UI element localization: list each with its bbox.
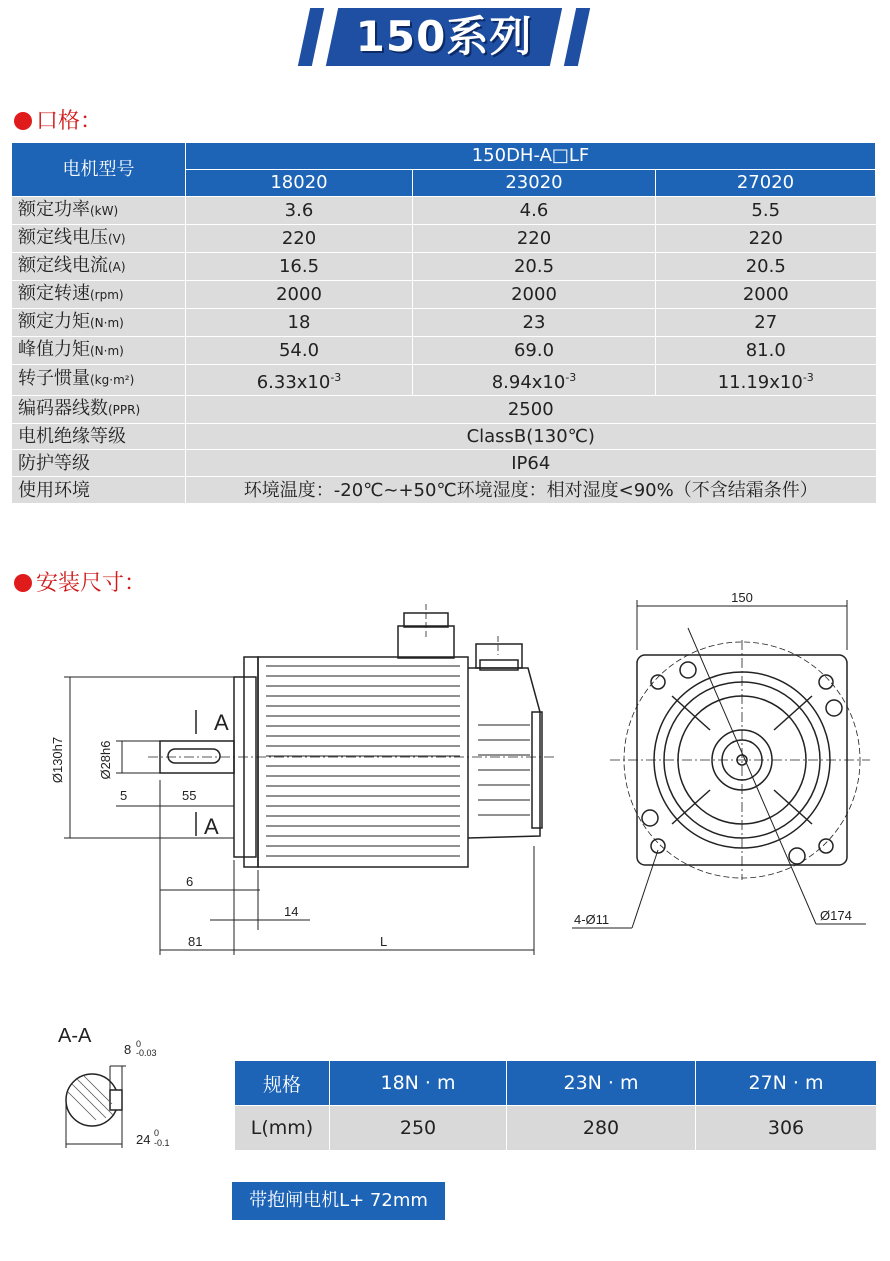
spec-row — [12, 280, 876, 308]
dimension-value-cell: L(mm) — [235, 1106, 330, 1151]
spec-row — [12, 252, 876, 280]
spec-row-label — [12, 336, 186, 364]
spec-unit: (kg·m²) — [90, 373, 135, 388]
spec-row — [12, 395, 876, 423]
spec-merged-cell: 2500 — [186, 395, 876, 423]
spec-cell: 220 — [186, 224, 413, 252]
title-banner — [298, 8, 590, 66]
spec-cell: 81.0 — [656, 336, 876, 364]
spec-row-label — [12, 308, 186, 336]
spec-unit: (N·m) — [90, 315, 124, 330]
spec-header-row — [12, 143, 876, 169]
install-section-label: 安装尺寸： — [36, 571, 147, 596]
spec-table — [12, 143, 876, 504]
spec-cell: 5.5 — [656, 196, 876, 224]
inertia-value: 8.94x10 — [491, 371, 566, 393]
dimension-header-cell: 23N · m — [507, 1061, 696, 1106]
spec-row — [12, 477, 876, 504]
spec-cell: 20.5 — [656, 252, 876, 280]
inertia-exponent: -3 — [802, 370, 814, 384]
spec-column: 18020 — [186, 169, 413, 196]
spec-label-text: 使用环境 — [18, 479, 90, 501]
dimension-header-row — [235, 1061, 876, 1106]
inertia-exponent: -3 — [330, 370, 342, 384]
spec-row-label — [12, 224, 186, 252]
section-aa-drawing — [30, 1018, 230, 1163]
spec-cell: 3.6 — [186, 196, 413, 224]
section-mark-a: A — [214, 710, 229, 735]
spec-row-label — [12, 477, 186, 504]
inertia-value: 6.33x10 — [256, 371, 331, 393]
spec-row — [12, 364, 876, 395]
inertia-value: 11.19x10 — [717, 371, 803, 393]
spec-row — [12, 308, 876, 336]
dim-5: 5 — [120, 788, 128, 803]
spec-row — [12, 196, 876, 224]
dim-l: L — [380, 934, 388, 949]
dimension-header-cell: 27N · m — [696, 1061, 877, 1106]
spec-section-heading — [14, 104, 102, 135]
spec-unit: (V) — [108, 231, 126, 246]
spec-row — [12, 423, 876, 450]
spec-cell — [186, 364, 413, 395]
dim-holes: 4-Ø11 — [574, 912, 610, 927]
dim-81: 81 — [188, 934, 203, 949]
spec-label-text: 防护等级 — [18, 452, 90, 474]
banner-stripe — [564, 8, 590, 66]
spec-row-label — [12, 364, 186, 395]
spec-unit: (kW) — [90, 203, 119, 218]
dim-150: 150 — [731, 590, 753, 605]
dimension-value-cell: 306 — [696, 1106, 877, 1151]
spec-label-text: 额定功率 — [18, 198, 90, 220]
spec-cell: 4.6 — [413, 196, 656, 224]
inertia-exponent: -3 — [565, 370, 577, 384]
spec-cell — [413, 364, 656, 395]
page-title: 150系列 — [355, 12, 533, 61]
spec-merged-cell: 环境温度：-20℃~+50℃环境湿度：相对湿度<90%（不含结霜条件） — [186, 477, 876, 504]
key-height: 24 — [136, 1132, 151, 1147]
spec-label-text: 额定线电流 — [18, 254, 108, 276]
spec-row-label — [12, 423, 186, 450]
spec-cell: 2000 — [656, 280, 876, 308]
spec-label-text: 额定转速 — [18, 282, 90, 304]
spec-cell — [656, 364, 876, 395]
spec-cell: 18 — [186, 308, 413, 336]
spec-label-text: 电机绝缘等级 — [18, 425, 126, 447]
spec-label-text: 额定线电压 — [18, 226, 108, 248]
spec-cell: 220 — [656, 224, 876, 252]
spec-unit: (PPR) — [108, 402, 141, 417]
spec-cell: 2000 — [186, 280, 413, 308]
spec-merged-cell: ClassB(130℃) — [186, 423, 876, 450]
spec-cell: 27 — [656, 308, 876, 336]
spec-merged-cell: IP64 — [186, 450, 876, 477]
key-height-tol-up: 0 — [154, 1128, 160, 1138]
spec-row-label — [12, 280, 186, 308]
spec-row — [12, 224, 876, 252]
spec-cell: 220 — [413, 224, 656, 252]
bullet-icon — [14, 112, 32, 130]
key-height-tol-low: -0.1 — [154, 1138, 170, 1148]
dim-6: 6 — [186, 874, 194, 889]
dimension-table — [235, 1061, 876, 1150]
spec-cell: 23 — [413, 308, 656, 336]
spec-model: 150DH-A□LF — [186, 143, 876, 169]
dim-d28: Ø28h6 — [98, 740, 113, 780]
spec-cell: 20.5 — [413, 252, 656, 280]
spec-row-label — [12, 450, 186, 477]
spec-cell: 2000 — [413, 280, 656, 308]
spec-column: 27020 — [656, 169, 876, 196]
spec-label-text: 编码器线数 — [18, 397, 108, 419]
spec-unit: (A) — [108, 259, 126, 274]
spec-unit: (rpm) — [90, 287, 124, 302]
key-width: 8 — [124, 1042, 132, 1057]
spec-label-text: 峰值力矩 — [18, 338, 90, 360]
spec-section-label: 口格： — [36, 109, 103, 134]
dimension-value-cell: 280 — [507, 1106, 696, 1151]
spec-row-label — [12, 196, 186, 224]
spec-row — [12, 336, 876, 364]
banner-stripe — [298, 8, 324, 66]
spec-cell: 16.5 — [186, 252, 413, 280]
dim-14: 14 — [284, 904, 299, 919]
installation-drawing — [0, 590, 890, 970]
spec-label-text: 额定力矩 — [18, 310, 90, 332]
brake-note: 带抱闸电机L+ 72mm — [232, 1182, 445, 1220]
dim-55: 55 — [182, 788, 197, 803]
spec-cell: 69.0 — [413, 336, 656, 364]
dim-d130: Ø130h7 — [50, 736, 65, 784]
spec-row-label — [12, 395, 186, 423]
spec-cell: 54.0 — [186, 336, 413, 364]
dimension-header-cell: 规格 — [235, 1061, 330, 1106]
spec-row — [12, 450, 876, 477]
spec-column: 23020 — [413, 169, 656, 196]
dimension-value-row — [235, 1106, 876, 1151]
dimension-header-cell: 18N · m — [330, 1061, 507, 1106]
key-width-tol-low: -0.03 — [136, 1048, 157, 1058]
dimension-value-cell: 250 — [330, 1106, 507, 1151]
spec-corner: 电机型号 — [12, 143, 186, 196]
spec-row-label — [12, 252, 186, 280]
spec-label-text: 转子惯量 — [18, 368, 90, 390]
spec-unit: (N·m) — [90, 343, 124, 358]
dim-d174: Ø174 — [820, 908, 852, 923]
aa-label: A-A — [58, 1025, 92, 1047]
section-mark-a: A — [204, 814, 219, 839]
key-width-tol-up: 0 — [136, 1039, 142, 1049]
